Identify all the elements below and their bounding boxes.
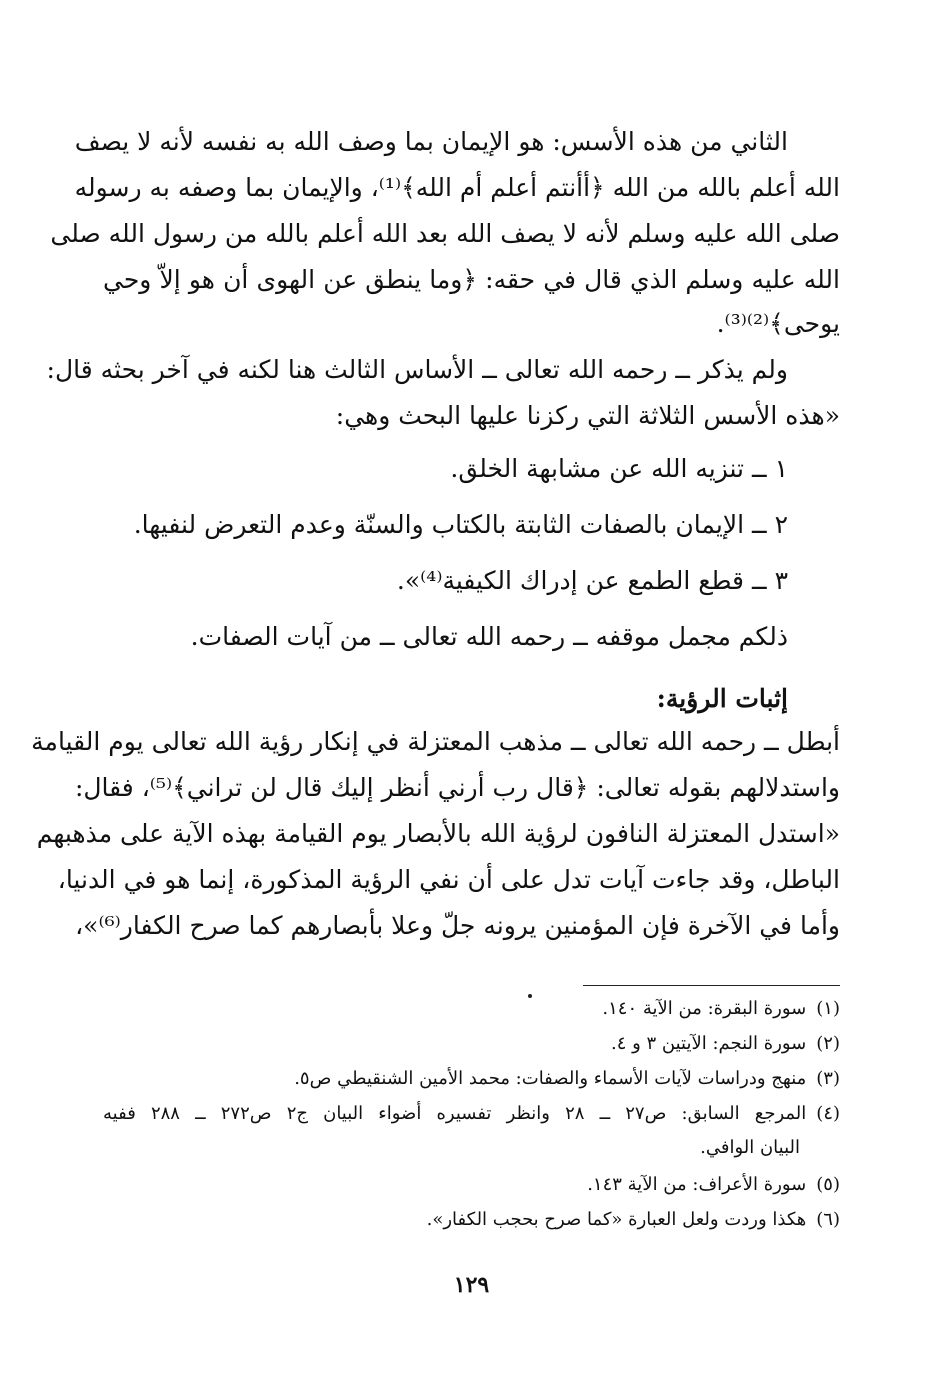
text-line: صلى الله عليه وسلم لأنه لا يصف الله بعد الله أعلم بالله من رسول الله صلى xyxy=(50,219,840,248)
text-line: «استدل المعتزلة النافون لرؤية الله بالأبصار يوم القيامة بهذه الآية على مذهبهم xyxy=(36,819,840,848)
footnote-number: (٣) xyxy=(816,1068,840,1089)
footnote-number: (٢) xyxy=(816,1033,840,1054)
text-line: أبطل ــ رحمه الله تعالى ــ مذهب المعتزلة في إنكار رؤية الله تعالى يوم القيامة xyxy=(31,727,840,756)
footnote xyxy=(103,1027,840,1061)
summary-line: ذلكم مجمل موقفه ــ رحمه الله تعالى ــ من آيات الصفات. xyxy=(190,622,788,651)
footnote-text: هكذا وردت ولعل العبارة «كما صرح بحجب الكفار». xyxy=(426,1209,807,1230)
footnote xyxy=(103,1203,840,1237)
footnote-text: سورة البقرة: من الآية ١٤٠. xyxy=(602,998,807,1019)
footnote-text: سورة النجم: الآيتين ٣ و ٤. xyxy=(610,1033,807,1054)
text-line: يوحى﴾⁽²⁾⁽³⁾. xyxy=(716,309,840,338)
text-line: «هذه الأسس الثلاثة التي ركزنا عليها البحث وهي: xyxy=(335,401,840,430)
footnote-number: (٦) xyxy=(816,1209,840,1230)
footnote-separator xyxy=(583,985,840,986)
footnote-number: (٤) xyxy=(816,1103,841,1124)
footnote-text: المرجع السابق: ص٢٧ ــ ٢٨ وانظر تفسيره أضواء البيان ج٢ ص٢٧٢ ــ ٢٨٨ ففيه xyxy=(103,1103,807,1124)
footnote-text: سورة الأعراف: من الآية ١٤٣. xyxy=(587,1174,807,1195)
list-item: ٣ ــ قطع الطمع عن إدراك الكيفية⁽⁴⁾». xyxy=(396,566,788,595)
text-line: الله عليه وسلم الذي قال في حقه: ﴿وما ينطق عن الهوى أن هو إلاّ وحي xyxy=(103,265,840,294)
section-heading: إثبات الرؤية: xyxy=(656,684,788,713)
text-line: الباطل، وقد جاءت آيات تدل على أن نفي الرؤية المذكورة، إنما هو في الدنيا، xyxy=(57,865,840,894)
text-line: الله أعلم بالله من الله ﴿أأنتم أعلم أم الله﴾⁽¹⁾، والإيمان بما وصفه به رسوله xyxy=(74,173,840,202)
footnote-continuation: البيان الوافي. xyxy=(700,1137,800,1158)
list-item: ١ ــ تنزيه الله عن مشابهة الخلق. xyxy=(450,454,788,483)
text-line: واستدلالهم بقوله تعالى: ﴿قال رب أرني أنظر إليك قال لن تراني﴾⁽⁵⁾، فقال: xyxy=(74,773,840,802)
footnote-number: (١) xyxy=(816,998,840,1019)
footnote-number: (٥) xyxy=(816,1174,840,1195)
list-item: ٢ ــ الإيمان بالصفات الثابتة بالكتاب والسنّة وعدم التعرض لنفيها. xyxy=(133,510,788,539)
footnote xyxy=(103,992,840,1026)
text-line: ولم يذكر ــ رحمه الله تعالى ــ الأساس الثالث هنا لكنه في آخر بحثه قال: xyxy=(46,355,788,384)
footnote xyxy=(103,1097,840,1131)
text-line: الثاني من هذه الأسس: هو الإيمان بما وصف الله به نفسه لأنه لا يصف xyxy=(74,127,788,156)
footnote xyxy=(103,1062,840,1096)
footnote xyxy=(103,1168,840,1202)
page-number: ١٢٩ xyxy=(453,1272,490,1298)
footnote-text: منهج ودراسات لآيات الأسماء والصفات: محمد الأمين الشنقيطي ص٥. xyxy=(294,1068,807,1089)
text-line: وأما في الآخرة فإن المؤمنين يرونه جلّ وعلا بأبصارهم كما صرح الكفار⁽⁶⁾»، xyxy=(75,911,840,940)
